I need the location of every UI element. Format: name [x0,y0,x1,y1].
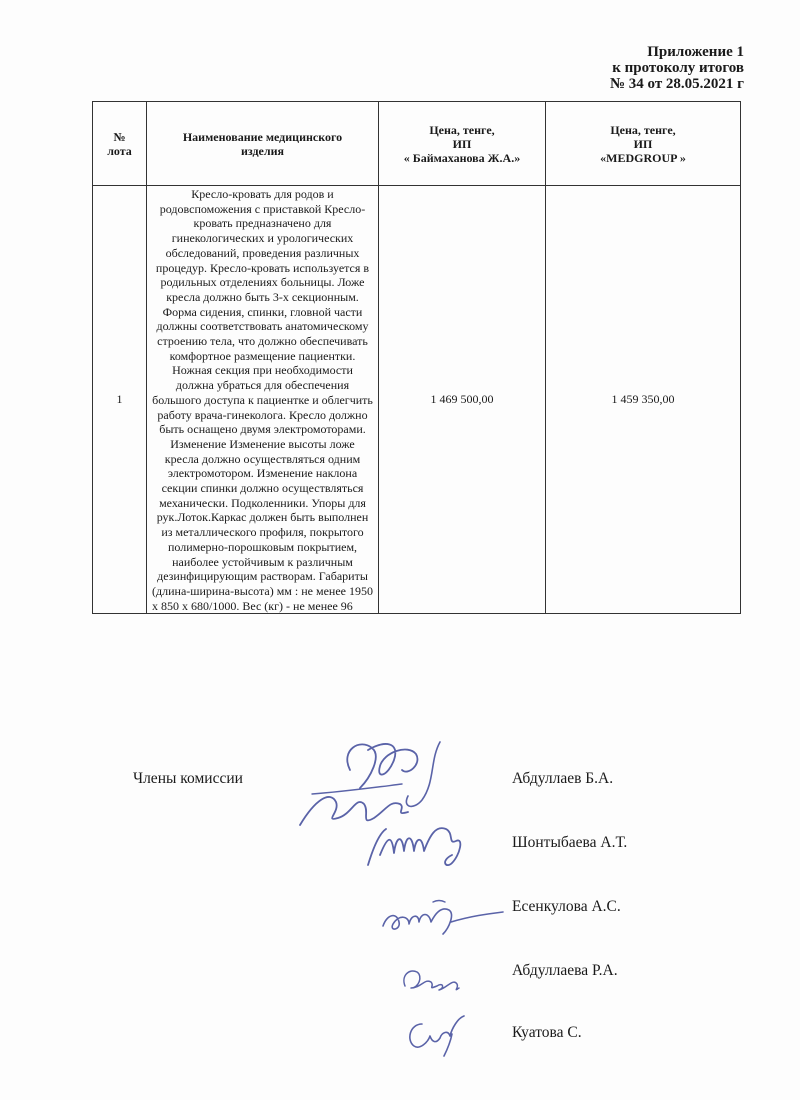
commission-member-2: Шонтыбаева А.Т. [512,834,628,851]
cell-price-supplier-1: 1 469 500,00 [379,186,546,614]
cell-item-description: Кресло-кровать для родов и родовспоможения с приставкой Кресло-кровать предназначено для гинекологических и урологических обследований, проведения различных процедур. Кресло-кровать используется в родильных отделениях больницы. Ложе кресла должно быть 3-х секционным. Форма сидения, спинки, гловной части должны соответствовать анатомическому строению тела, что должно обеспечивать комфортное размещение пациентки. Ножная секция при необходимости должна убраться для обеспечения большого доступа к пациентке и облегчить работу врача-гинеколога. Кресло должно быть оснащено двумя электромоторами. Изменение Изменение высоты ложе кресла должно осуществляться одним электромотором. Изменение наклона секции спинки должно осуществляться механически. Подколенники. Упоры для рук.Лоток.Каркас должен быть выполнен из металлического профиля, покрытого полимерно-порошковым покрытием, наиболее устойчивым к различным дезинфицирующим растворам. Габариты (длина-ширина-высота) мм : не менее 1950 x 850 x 680/1000. Вес (кг) - не менее 96 [147,186,379,614]
commission-member-3: Есенкулова А.С. [512,898,621,915]
commission-member-4: Абдуллаева Р.А. [512,962,618,979]
cell-price-supplier-2: 1 459 350,00 [546,186,741,614]
appendix-title: Приложение 1 [647,44,744,60]
signature-5-drawing [400,1010,480,1060]
appendix-protocol-number-date: № 34 от 28.05.2021 г [609,76,744,92]
commission-member-1: Абдуллаев Б.А. [512,770,614,787]
header-price-supplier-1: Цена, тенге, ИП « Баймаханова Ж.А.» [379,102,546,186]
signature-4-drawing [395,958,475,998]
appendix-protocol-ref: к протоколу итогов [612,60,744,76]
header-item-name: Наименование медицинского изделия [147,102,379,186]
cell-lot-number: 1 [93,186,147,614]
header-price-supplier-2: Цена, тенге, ИП «MEDGROUP » [546,102,741,186]
signature-3-drawing [375,892,515,942]
table-header-row [93,102,741,186]
signature-2-drawing [360,815,500,875]
commission-member-5: Куатова С. [512,1024,582,1041]
table-row [93,186,741,614]
results-table [92,101,741,614]
appendix-header [610,44,744,92]
header-lot-number: № лота [93,102,147,186]
commission-label: Члены комиссии [133,770,243,787]
